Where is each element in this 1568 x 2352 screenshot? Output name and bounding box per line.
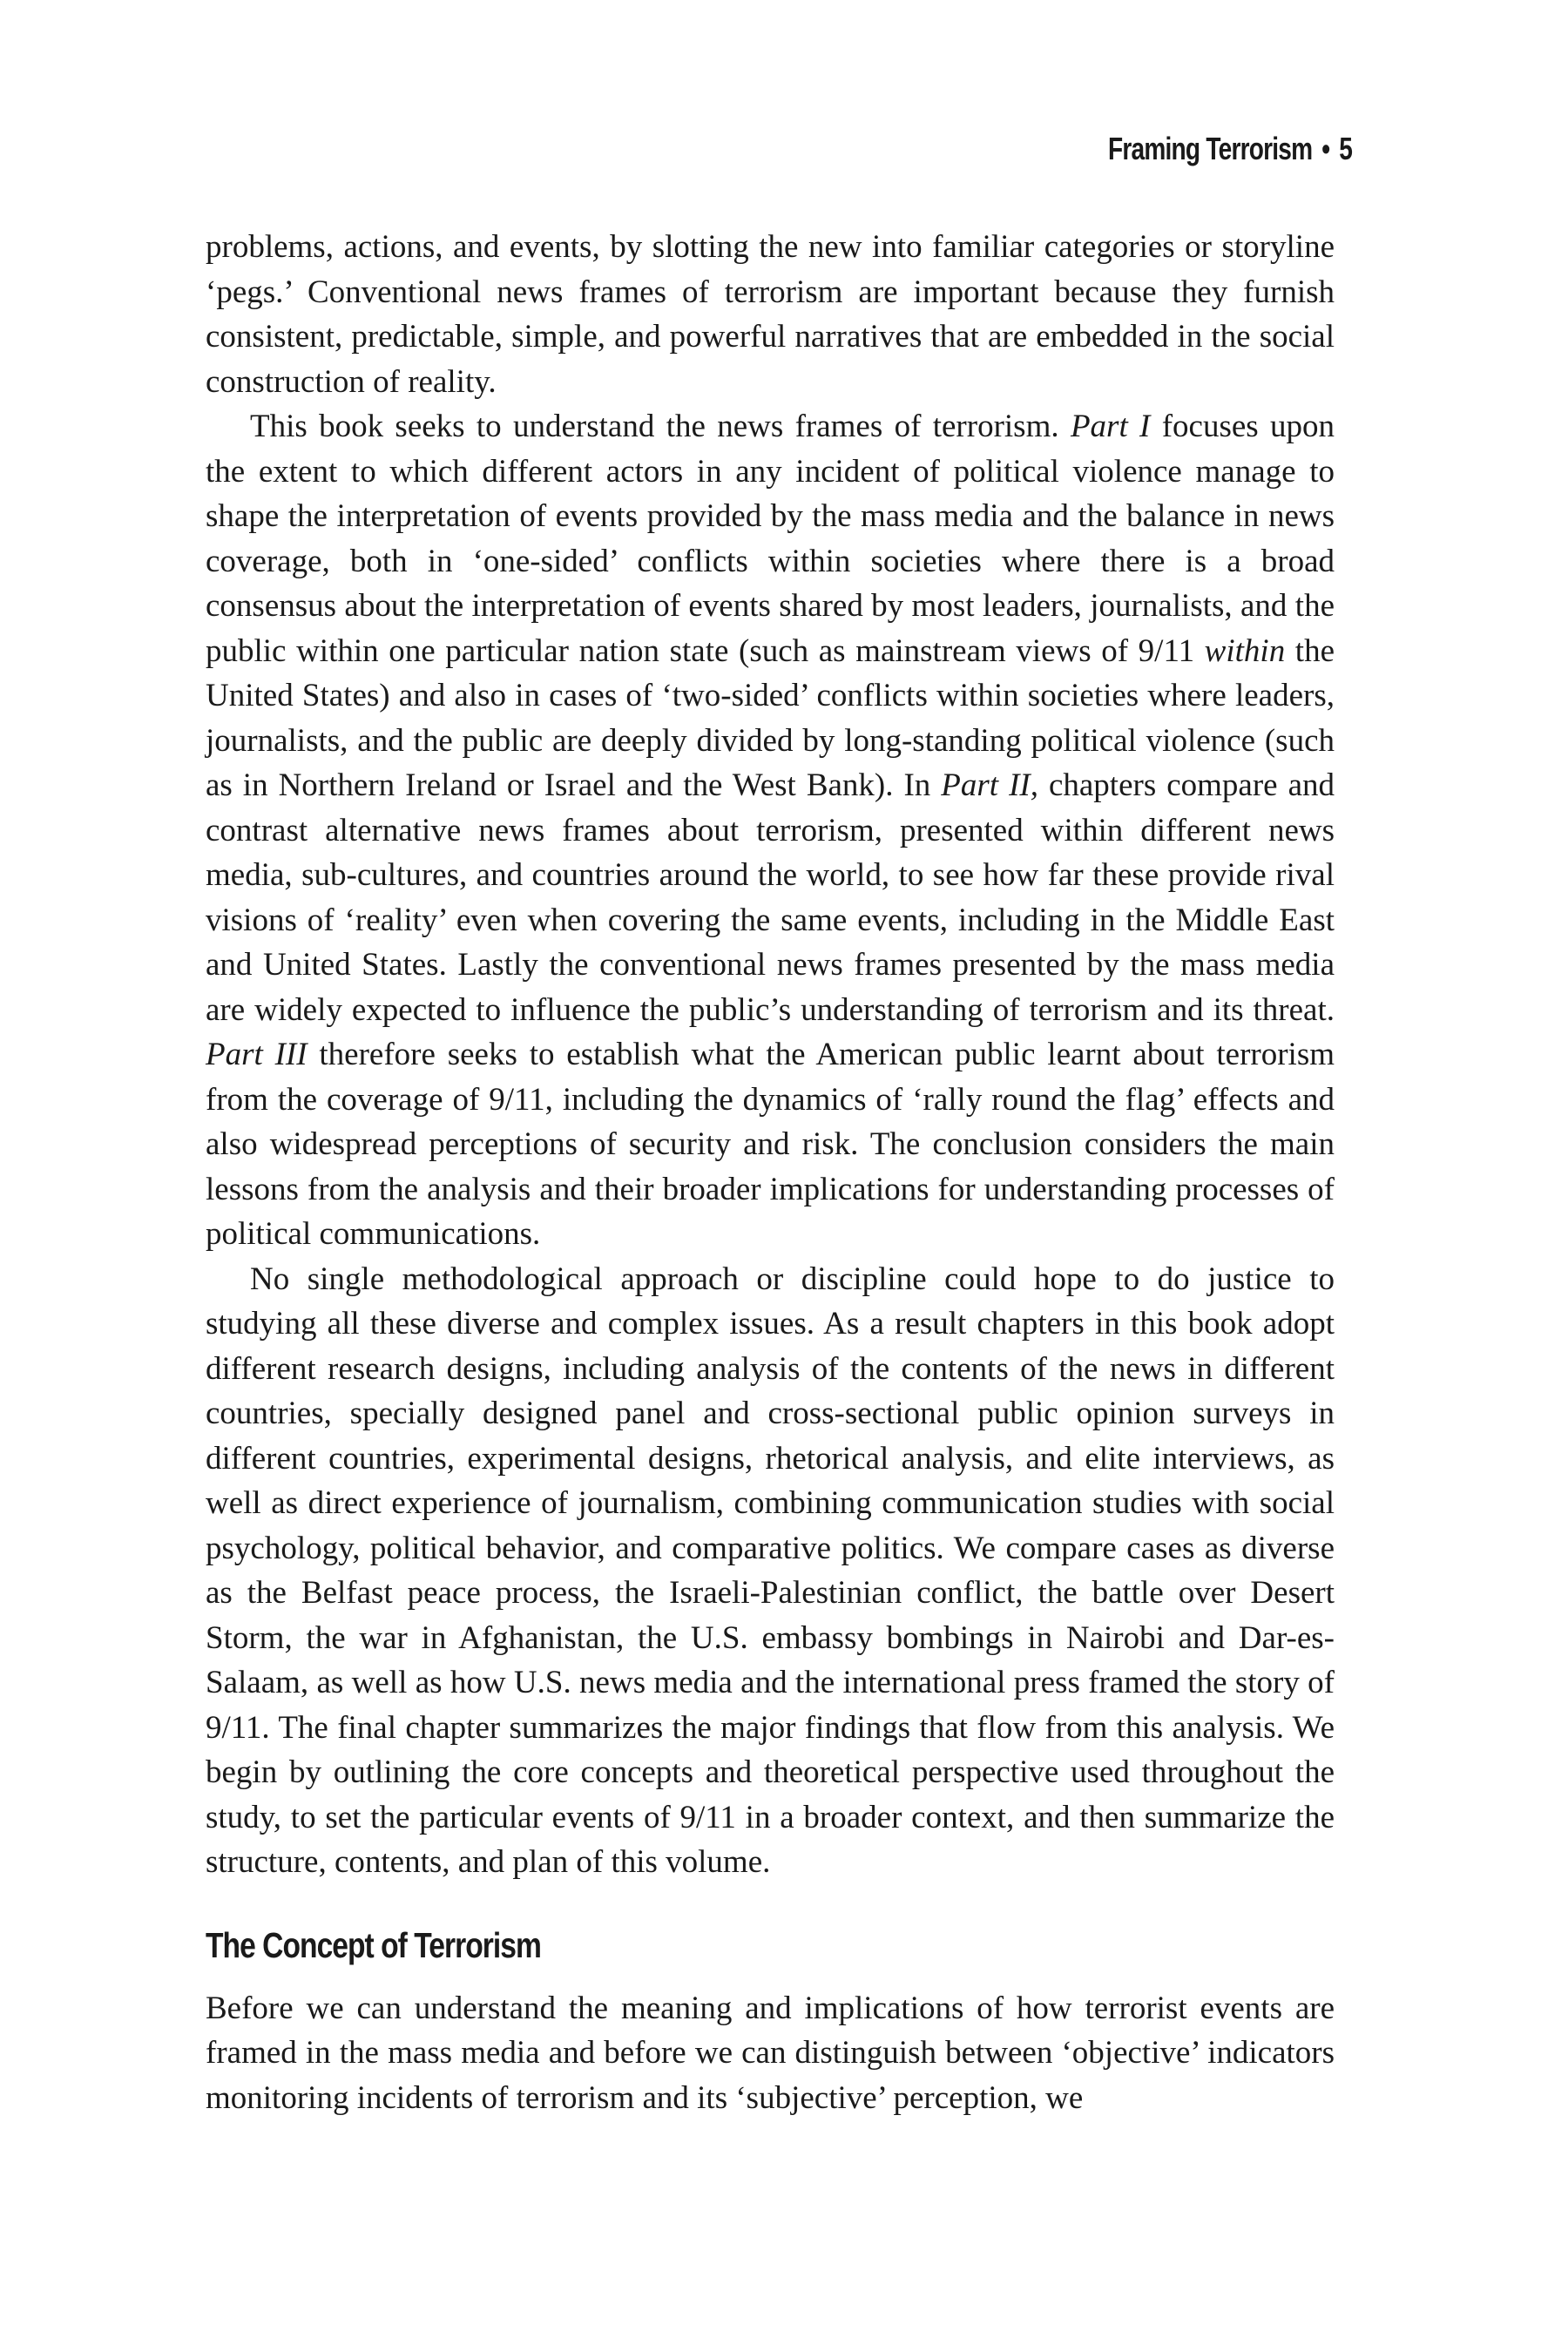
running-head-title: Framing Terrorism — [1107, 131, 1313, 166]
overview-text-3: the United States) and also in cases of ‘two-sided’ conflicts within societies where leaders, journalists, and the public are deeply divided by long-standing political violence (such as in Northern Ireland or Israel and the West Bank). In — [206, 632, 1335, 803]
running-head — [1108, 131, 1352, 167]
within-emphasis: within — [1204, 632, 1286, 669]
part-two-label: Part II, — [941, 767, 1038, 803]
overview-text-2: focuses upon the extent to which different actors in any incident of political violence manage to shape the interpretation of events provided by the mass media and the balance in news coverage, both in ‘one-sided’ conflicts within societies where there is a broad consensus about the interpretation of events shared by most leaders, journalists, and the public within one particular nation state (such as mainstream views of 9/11 — [206, 409, 1335, 669]
running-head-separator: • — [1321, 131, 1330, 166]
section-heading: The Concept of Terrorism — [206, 1924, 541, 1965]
paragraph-continued: problems, actions, and events, by slotting the new into familiar categories or storyline ‘pegs.’ Conventional news frames of terrorism are important because they furnish consistent, predictable, simple, and powerful narratives that are embedded in the social construction of reality. — [206, 229, 1335, 400]
overview-text-1: This book seeks to understand the news frames of terrorism. — [250, 409, 1071, 444]
paragraph-concept-intro: Before we can understand the meaning and implications of how terrorist events are framed in the mass media and before we can distinguish between ‘objective’ indicators monitoring incidents of terrorism and its ‘subjective’ perception, we — [206, 1990, 1335, 2116]
part-one-label: Part I — [1070, 409, 1151, 444]
page-number: 5 — [1339, 131, 1352, 166]
paragraph-book-overview — [206, 404, 1335, 1257]
part-three-label: Part III — [206, 1037, 308, 1072]
overview-text-4: chapters compare and contrast alternative news frames about terrorism, presented within different news media, sub-cultures, and countries around the world, to see how far these provide rival visions of ‘reality’ even when covering the same events, including in the Middle East and United States. Lastly the conventional news frames presented by the mass media are widely expected to influence the public’s understanding of terrorism and its threat. — [206, 767, 1335, 1028]
paragraph-methodology: No single methodological approach or discipline could hope to do justice to studying all these diverse and complex issues. As a result chapters in this book adopt different research designs, including analysis of the contents of the news in different countries, specially designed panel and cross-sectional public opinion surveys in different countries, experimental designs, rhetorical analysis, and elite interviews, as well as direct experience of journalism, combining communication studies with social psychology, political behavior, and comparative politics. We compare cases as diverse as the Belfast peace process, the Israeli-Palestinian conflict, the battle over Desert Storm, the war in Afghanistan, the U.S. embassy bombings in Nairobi and Dar-es-Salaam, as well as how U.S. news media and the international press framed the story of 9/11. The final chapter summarizes the major findings that flow from this analysis. We begin by outlining the core concepts and theoretical perspective used throughout the study, to set the particular events of 9/11 in a broader context, and then summarize the structure, contents, and plan of this volume. — [206, 1260, 1335, 1880]
overview-text-5: therefore seeks to establish what the American public learnt about terrorism from the coverage of 9/11, including the dynamics of ‘rally round the flag’ effects and also widespread perceptions of security and risk. The conclusion considers the main lessons from the analysis and their broader implications for understanding processes of political communications. — [206, 1037, 1335, 1252]
body-text — [206, 225, 1335, 2120]
